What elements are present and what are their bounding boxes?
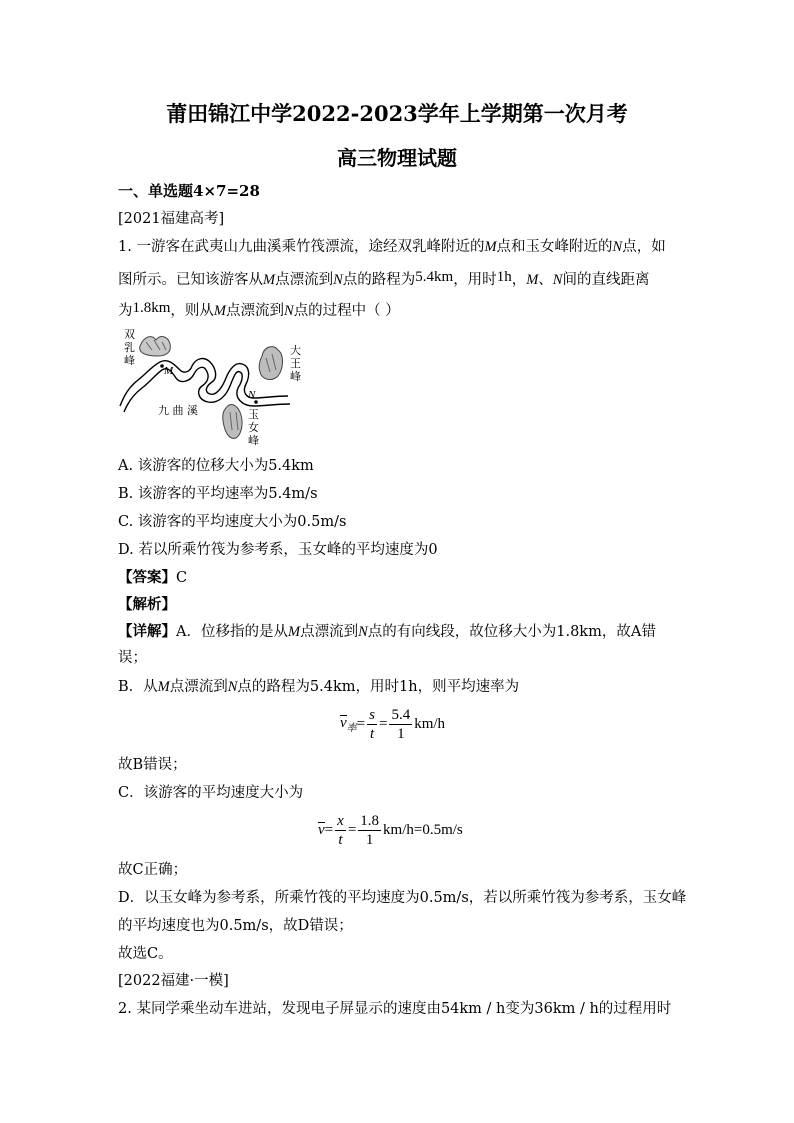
label-shuangru-3: 峰 [124, 354, 135, 367]
section-heading: 一、单选题4×7=28 [118, 182, 260, 200]
q1-conclusion: 故选C。 [118, 946, 173, 962]
q2-source: [2022福建·一模] [118, 973, 229, 989]
label-shuangru-1: 双 [124, 328, 135, 341]
q1-detail-d-line2: 的平均速度也为0.5m/s，故D错误； [118, 918, 353, 934]
q2-stem: 2. 某同学乘坐动车进站，发现电子屏显示的速度由54km / h变为36km / h的过程用时 [118, 1001, 672, 1017]
q1-stem-line2: 图所示。已知该游客从M点漂流到N点的路程为5.4km，用时1h，M、N间的直线距离 [118, 269, 650, 288]
q1-option-b: B. 该游客的平均速率为5.4m/s [118, 486, 318, 502]
label-N: N [248, 389, 256, 401]
q1-stem-line3: 为1.8km，则从M点漂流到N点的过程中（ ） [118, 300, 400, 319]
q1-detail-c-end: 故C正确； [118, 862, 188, 878]
q1-stem-line1: 1. 一游客在武夷山九曲溪乘竹筏漂流，途经双乳峰附近的M点和玉女峰附近的N点，如 [118, 239, 666, 255]
yunv-peak-drawing [223, 405, 242, 439]
equation-average-velocity: v = $\frac{x}{t}$ = $\frac{1.8}{1}$ km/h=0.5m/s [318, 812, 463, 848]
label-river: 九 曲 溪 [158, 404, 198, 417]
q1-detail-a: 【详解】A．位移指的是从M点漂流到N点的有向线段，故位移大小为1.8km，故A错 [118, 623, 656, 640]
q1-detail-b-end: 故B错误； [118, 757, 187, 773]
q1-option-c: C. 该游客的平均速度大小为0.5m/s [118, 514, 347, 530]
q1-detail-b: B．从M点漂流到N点的路程为5.4km，用时1h，则平均速率为 [118, 679, 520, 695]
q1-detail-c: C．该游客的平均速度大小为 [118, 785, 304, 801]
label-dawang-2: 王 [290, 357, 301, 370]
q1-detail-d-line1: D．以玉女峰为参考系，所乘竹筏的平均速度为0.5m/s，若以所乘竹筏为参考系，玉女峰 [118, 890, 687, 906]
label-yunv-1: 玉 [248, 408, 259, 421]
exam-subtitle: 高三物理试题 [337, 146, 457, 170]
dawang-peak-drawing [259, 347, 282, 380]
q1-answer: 【答案】C [118, 569, 188, 586]
label-dawang-1: 大 [290, 344, 301, 357]
q1-option-a: A. 该游客的位移大小为5.4km [118, 458, 314, 474]
equation-average-speed: $v_率$ = $\frac{s}{t}$ = $\frac{5.4}{1}$ km/h [340, 706, 446, 742]
label-M: M [164, 365, 174, 377]
shuangru-peak-drawing [140, 337, 171, 356]
q1-source: [2021福建高考] [118, 211, 225, 227]
label-yunv-3: 峰 [248, 434, 259, 447]
label-dawang-3: 峰 [290, 370, 301, 383]
label-shuangru-2: 乳 [124, 341, 135, 354]
label-yunv-2: 女 [248, 421, 259, 434]
q1-detail-a-end: 误； [118, 650, 147, 666]
exam-title: 莆田锦江中学2022-2023学年上学期第一次月考 [166, 101, 628, 126]
q1-option-d: D. 若以所乘竹筏为参考系，玉女峰的平均速度为0 [118, 542, 438, 558]
q1-analysis-tag: 【解析】 [118, 596, 176, 613]
river-map-figure [118, 326, 301, 448]
